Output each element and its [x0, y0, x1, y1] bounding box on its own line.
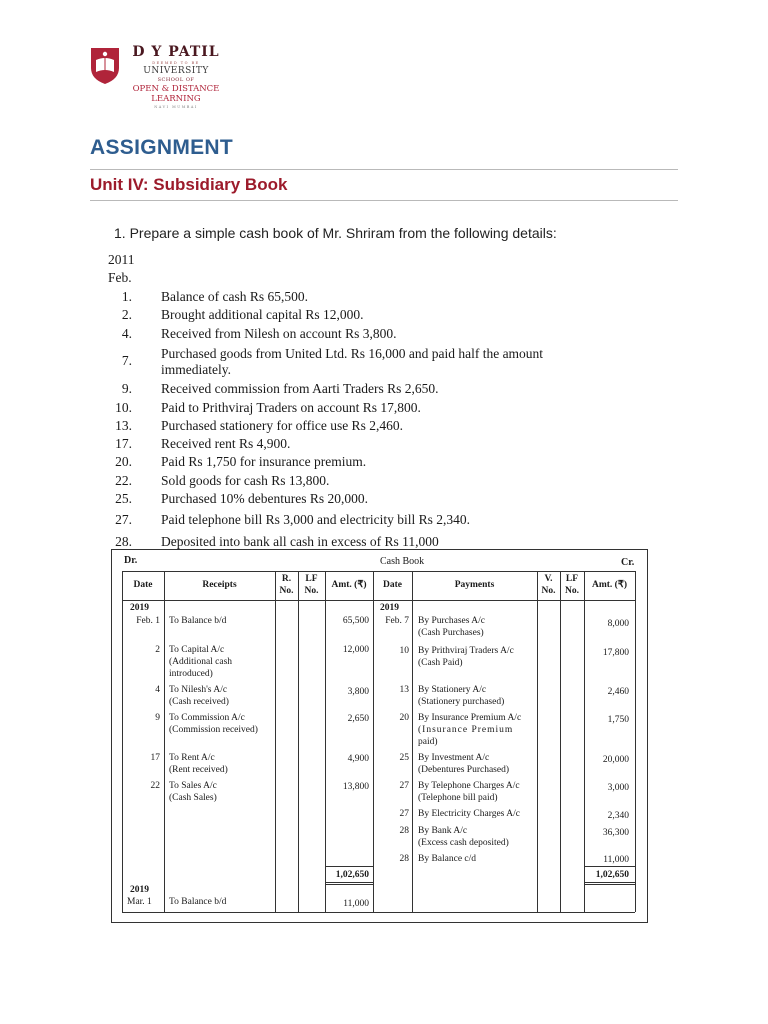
receipt-amount: 3,800 — [347, 687, 369, 697]
receipt-line3: introduced) — [169, 669, 213, 679]
transaction-text: Purchased 10% debentures Rs 20,000. — [161, 491, 368, 506]
receipt-date: 9 — [155, 713, 160, 723]
transaction-text: Received commission from Aarti Traders Rs 2,650. — [161, 381, 439, 396]
transaction-day: 7. — [121, 353, 132, 368]
total-line-right-bottom — [584, 882, 635, 883]
transaction-text: Brought additional capital Rs 12,000. — [161, 307, 364, 322]
transaction-text: Sold goods for cash Rs 13,800. — [161, 473, 330, 488]
logo-name: D Y PATIL — [132, 44, 220, 60]
receipt-amount: 4,900 — [347, 754, 369, 764]
transaction-text: Received from Nilesh on account Rs 3,800. — [161, 326, 397, 341]
receipt-amount: 65,500 — [342, 616, 369, 626]
payment-line3: paid) — [418, 737, 438, 747]
receipt-line1: To Rent A/c — [169, 753, 215, 763]
shield-emblem-icon — [88, 46, 122, 86]
transaction-day: 10. — [115, 400, 132, 415]
payment-amount: 20,000 — [602, 755, 629, 765]
transaction-day: 25. — [115, 491, 132, 506]
receipt-date: 4 — [155, 685, 160, 695]
payment-amount: 17,800 — [602, 648, 629, 658]
transaction-text: Balance of cash Rs 65,500. — [161, 289, 308, 304]
header-amount-right: Amt. (₹) — [591, 580, 628, 590]
closing-text: To Balance b/d — [169, 897, 227, 907]
payment-line1: By Purchases A/c — [418, 616, 486, 626]
payment-line1: By Telephone Charges A/c — [418, 781, 520, 791]
header-payments: Payments — [454, 580, 495, 590]
logo-tagline: DEEMED TO BE — [152, 61, 200, 65]
col-line — [537, 571, 538, 912]
payment-line2: (Insurance Premium — [418, 725, 514, 735]
payment-date: 25 — [399, 753, 409, 763]
payment-line1: By Bank A/c — [418, 826, 468, 836]
transaction-text: Paid telephone bill Rs 3,000 and electricity bill Rs 2,340. — [161, 512, 470, 527]
header-v: V. — [544, 574, 553, 584]
logo-city: NAVI MUMBAI — [154, 105, 198, 109]
unit-title: Unit IV: Subsidiary Book — [90, 175, 288, 194]
header-lf-right-no: No. — [565, 586, 579, 596]
receipt-line2: (Rent received) — [169, 765, 228, 775]
credit-label: Cr. — [621, 557, 635, 568]
table-bottom-border — [122, 912, 635, 913]
transaction-text: Paid to Prithviraj Traders on account Rs 17,800. — [161, 400, 421, 415]
header-lf: LF — [305, 574, 318, 584]
transaction-day: 2. — [121, 307, 132, 322]
closing-date: Mar. 1 — [127, 897, 152, 907]
year-right: 2019 — [380, 603, 399, 613]
table-top-border — [122, 571, 635, 572]
receipt-amount: 2,650 — [347, 714, 369, 724]
university-logo — [88, 44, 228, 116]
transaction-text: Purchased goods from United Ltd. Rs 16,000 and paid half the amount immediately. — [161, 346, 544, 377]
payment-date: 27 — [399, 781, 409, 791]
total-right: 1,02,650 — [595, 870, 629, 880]
payment-amount: 1,750 — [607, 715, 629, 725]
receipt-date: Feb. 1 — [136, 616, 160, 626]
header-lf-right: LF — [565, 574, 579, 584]
col-line — [412, 571, 413, 912]
payment-date: 28 — [399, 854, 409, 864]
payment-amount: 2,340 — [607, 811, 629, 821]
receipt-line2: (Commission received) — [169, 725, 258, 735]
transaction-text: Received rent Rs 4,900. — [161, 436, 291, 451]
col-line — [275, 571, 276, 912]
header-v-no: No. — [541, 586, 556, 596]
col-line — [164, 571, 165, 912]
header-amount: Amt. (₹) — [331, 580, 367, 590]
total-line-left-top — [325, 866, 373, 867]
debit-label: Dr. — [124, 555, 138, 566]
col-line — [635, 571, 636, 912]
total-line-left-bottom — [325, 882, 373, 883]
logo-university: UNIVERSITY — [143, 66, 209, 76]
receipt-amount: 12,000 — [342, 645, 369, 655]
title-divider — [90, 169, 678, 170]
header-date: Date — [133, 580, 153, 590]
transaction-day: 20. — [115, 454, 132, 469]
payment-line2: (Debentures Purchased) — [418, 765, 510, 775]
logo-line1: OPEN & DISTANCE — [132, 84, 220, 94]
receipt-date: 17 — [150, 753, 160, 763]
transaction-text: Deposited into bank all cash in excess of Rs 11,000 — [161, 534, 439, 549]
year-label: 2011 — [108, 252, 135, 267]
payment-line1: By Insurance Premium A/c — [418, 713, 522, 723]
transaction-day: 22. — [115, 473, 132, 488]
transaction-day: 9. — [121, 381, 132, 396]
receipt-date: 22 — [150, 781, 160, 791]
transaction-day: 1. — [121, 289, 132, 304]
header-r: R. — [281, 574, 292, 584]
header-r-no: No. — [279, 586, 294, 596]
cash-book-title: Cash Book — [380, 556, 425, 567]
logo-line2: LEARNING — [151, 94, 201, 104]
receipt-line1: To Commission A/c — [169, 713, 245, 723]
closing-year: 2019 — [130, 885, 149, 895]
payment-date: 28 — [399, 826, 409, 836]
logo-school: SCHOOL OF — [157, 77, 195, 83]
payment-date: 13 — [399, 685, 409, 695]
receipt-line2: (Additional cash — [169, 657, 233, 667]
receipt-amount: 13,800 — [342, 782, 369, 792]
col-line — [298, 571, 299, 912]
payment-line1: By Investment A/c — [418, 753, 490, 763]
transaction-day: 13. — [115, 418, 132, 433]
receipt-line1: To Sales A/c — [169, 781, 217, 791]
header-receipts: Receipts — [202, 580, 237, 590]
transaction-day: 27. — [115, 512, 132, 527]
payment-line2: (Cash Paid) — [418, 658, 463, 668]
total-line-right-top — [584, 866, 635, 867]
year-left: 2019 — [130, 603, 149, 613]
payment-amount: 8,000 — [607, 619, 629, 629]
receipt-line1: To Balance b/d — [169, 616, 227, 626]
transaction-day: 4. — [121, 326, 132, 341]
transaction-day: 17. — [115, 436, 132, 451]
month-label: Feb. — [108, 270, 132, 285]
payment-amount: 11,000 — [603, 855, 629, 865]
total-line-left-double — [325, 884, 373, 885]
payment-date: 10 — [399, 646, 409, 656]
header-lf-no: No. — [304, 586, 319, 596]
payment-line1: By Prithviraj Traders A/c — [418, 646, 514, 656]
closing-amount: 11,000 — [343, 899, 369, 909]
page-title: ASSIGNMENT — [90, 136, 234, 159]
payment-amount: 36,300 — [602, 828, 629, 838]
payment-amount: 3,000 — [607, 783, 629, 793]
payment-line1: By Electricity Charges A/c — [418, 809, 520, 819]
payment-date: 27 — [399, 809, 409, 819]
payment-line2: (Cash Purchases) — [418, 628, 484, 638]
payment-line1: By Stationery A/c — [418, 685, 487, 695]
receipt-line2: (Cash Sales) — [169, 793, 217, 803]
total-line-right-double — [584, 884, 635, 885]
question-text: 1. Prepare a simple cash book of Mr. Shriram from the following details: — [114, 225, 557, 241]
header-divider — [122, 600, 635, 601]
payment-amount: 2,460 — [607, 687, 629, 697]
header-date-right: Date — [383, 580, 402, 590]
cash-book-table — [111, 549, 648, 923]
receipt-date: 2 — [155, 645, 160, 655]
receipt-line1: To Capital A/c — [169, 645, 225, 655]
payment-line1: By Balance c/d — [418, 854, 477, 864]
receipt-line1: To Nilesh's A/c — [169, 685, 228, 695]
payment-date: Feb. 7 — [385, 616, 409, 626]
transaction-day: 28. — [115, 534, 132, 549]
transaction-text: Purchased stationery for office use Rs 2,460. — [161, 418, 403, 433]
payment-date: 20 — [399, 713, 409, 723]
unit-divider — [90, 200, 678, 201]
payment-line2: (Excess cash deposited) — [418, 838, 509, 848]
receipt-line2: (Cash received) — [169, 697, 229, 707]
payment-line2: (Telephone bill paid) — [418, 793, 498, 803]
payment-line2: (Stationery purchased) — [418, 697, 505, 707]
total-left: 1,02,650 — [335, 870, 369, 880]
transaction-text: Paid Rs 1,750 for insurance premium. — [161, 454, 367, 469]
col-line — [560, 571, 561, 912]
